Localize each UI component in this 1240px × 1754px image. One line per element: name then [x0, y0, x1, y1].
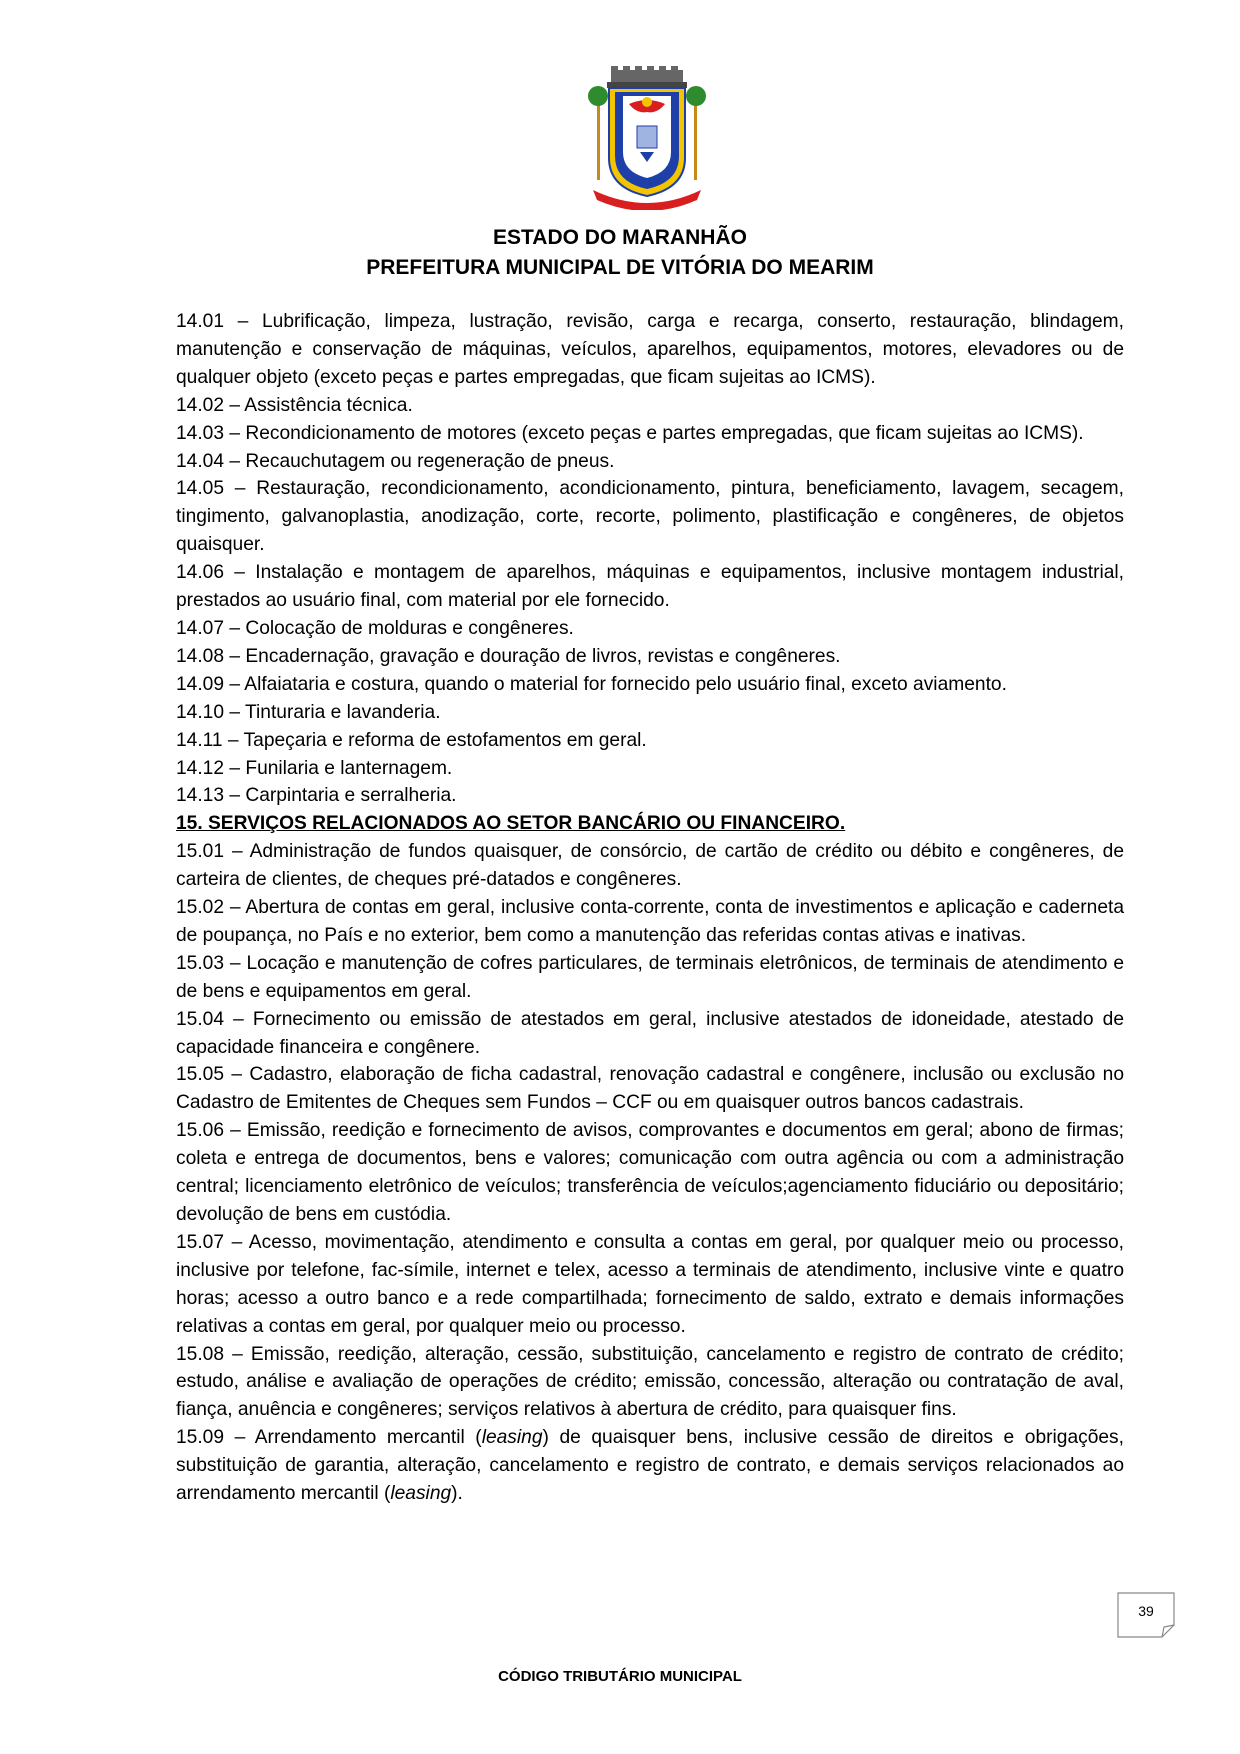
list-item: 15.05 – Cadastro, elaboração de ficha cadastral, renovação cadastral e congênere, inclusão ou exclusão no Cadastro de Emitentes de Cheques sem Fundos – CCF ou em quaisquer outros bancos cadastrais.: [176, 1064, 1124, 1114]
list-item: 14.10 – Tinturaria e lavanderia.: [176, 701, 441, 723]
italic-term: leasing: [390, 1483, 452, 1505]
list-item: 14.11 – Tapeçaria e reforma de estofamentos em geral.: [176, 729, 647, 751]
text-span: ) de quaisquer bens, inclusive cessão de direitos e obrigações, substituição de garantia, alteração, cancelamento e registro de contrato, e demais serviços relacionados ao arrendamento mercantil (: [176, 1427, 1124, 1505]
list-item: 15.03 – Locação e manutenção de cofres particulares, de terminais eletrônicos, de terminais de atendimento e de bens e equipamentos em geral.: [176, 952, 1124, 1002]
list-item: 14.09 – Alfaiataria e costura, quando o material for fornecido pelo usuário final, exceto aviamento.: [176, 673, 1007, 695]
list-item: 14.12 – Funilaria e lanternagem.: [176, 757, 453, 779]
state-title: ESTADO DO MARANHÃO: [493, 226, 747, 249]
list-item: 14.05 – Restauração, recondicionamento, acondicionamento, pintura, beneficiamento, lavagem, secagem, tingimento, galvanoplastia, anodização, corte, recorte, polimento, plastificação e congêneres, de objetos quaisquer.: [176, 478, 1124, 556]
prefecture-title: PREFEITURA MUNICIPAL DE VITÓRIA DO MEARIM: [366, 256, 874, 279]
footer-title: CÓDIGO TRIBUTÁRIO MUNICIPAL: [498, 1668, 742, 1685]
text-span: ).: [451, 1483, 463, 1505]
list-item: 14.07 – Colocação de molduras e congêneres.: [176, 617, 574, 639]
coat-of-arms-icon: [585, 66, 709, 210]
list-item: 14.06 – Instalação e montagem de aparelhos, máquinas e equipamentos, inclusive montagem industrial, prestados ao usuário final, com material por ele fornecido.: [176, 562, 1124, 612]
list-item: 14.04 – Recauchutagem ou regeneração de pneus.: [176, 450, 615, 472]
list-item: 14.13 – Carpintaria e serralheria.: [176, 785, 457, 807]
list-item: 15.04 – Fornecimento ou emissão de atestados em geral, inclusive atestados de idoneidade, atestado de capacidade financeira e congênere.: [176, 1008, 1124, 1058]
document-body: [176, 308, 1124, 1508]
list-item: [176, 1424, 1124, 1508]
list-item: 15.01 – Administração de fundos quaisquer, de consórcio, de cartão de crédito ou débito e congêneres, de carteira de clientes, de cheques pré-datados e congêneres.: [176, 841, 1124, 891]
italic-term: leasing: [481, 1427, 543, 1449]
list-item: 14.03 – Recondicionamento de motores (exceto peças e partes empregadas, que ficam sujeitas ao ICMS).: [176, 422, 1084, 444]
list-item: 15.02 – Abertura de contas em geral, inclusive conta-corrente, conta de investimentos e aplicação e caderneta de poupança, no País e no exterior, bem como a manutenção das referidas contas ativas e inativas.: [176, 897, 1124, 946]
list-item: 14.08 – Encadernação, gravação e douração de livros, revistas e congêneres.: [176, 645, 841, 667]
list-item: 15.06 – Emissão, reedição e fornecimento de avisos, comprovantes e documentos em geral; abono de firmas; coleta e entrega de documentos, bens e valores; comunicação com outra agência ou com a administração central; licenciamento eletrônico de veículos; transferência de veículos;agenciamento fiduciário ou depositário; devolução de bens em custódia.: [176, 1120, 1124, 1225]
page-number: 39: [1138, 1603, 1154, 1619]
list-item: 14.02 – Assistência técnica.: [176, 394, 413, 416]
list-item: 15.07 – Acesso, movimentação, atendimento e consulta a contas em geral, por qualquer meio ou processo, inclusive por telefone, fac-símile, internet e telex, acesso a terminais de atendimento, inclusive vinte e quatro horas; acesso a outro banco e a rede compartilhada; fornecimento de saldo, extrato e demais informações relativas a contas em geral, por qualquer meio ou processo.: [176, 1231, 1124, 1337]
text-span: 15.09 – Arrendamento mercantil (: [176, 1427, 482, 1449]
section-heading: 15. SERVIÇOS RELACIONADOS AO SETOR BANCÁRIO OU FINANCEIRO.: [176, 813, 846, 835]
list-item: 14.01 – Lubrificação, limpeza, lustração, revisão, carga e recarga, conserto, restauração, blindagem, manutenção e conservação de máquinas, veículos, aparelhos, equipamentos, motores, elevadores ou de qualquer objeto (exceto peças e partes empregadas, que ficam sujeitas ao ICMS).: [176, 311, 1124, 388]
list-item: 15.08 – Emissão, reedição, alteração, cessão, substituição, cancelamento e registro de contrato de crédito; estudo, análise e avaliação de operações de crédito; emissão, concessão, alteração ou contratação de aval, fiança, anuência e congêneres; serviços relativos à abertura de crédito, para quaisquer fins.: [176, 1343, 1124, 1421]
